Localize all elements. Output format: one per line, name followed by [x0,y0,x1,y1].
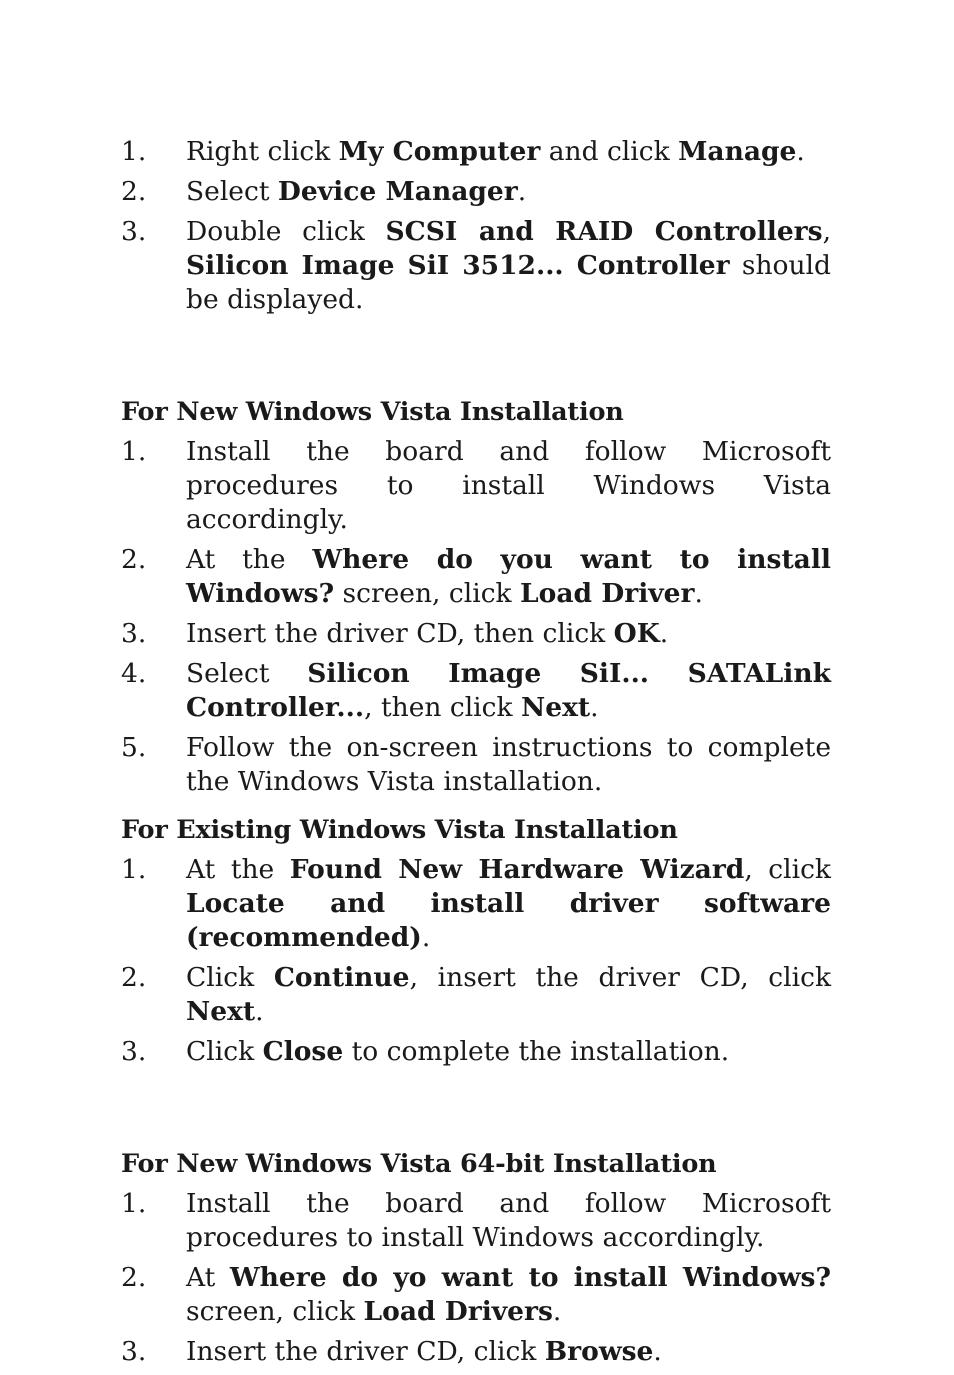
list-item [121,135,831,169]
section-verify-installation [121,135,831,317]
instruction-text: , then click [364,692,521,723]
list-item [121,1335,831,1369]
section-heading: For New Windows Vista 64-bit Installation [121,1149,717,1179]
instruction-text: Insert the driver CD, click [186,1336,545,1367]
ui-label-bold: Silicon Image SiI... SATALink Controller... [186,658,831,723]
instruction-text: , click [744,854,831,885]
list-item [121,617,831,651]
instruction-text: . [653,1336,662,1367]
instruction-text: . [659,618,669,649]
instruction-text: screen, click [186,1296,364,1327]
ui-label-bold: Locate and install driver software (recommended) [186,888,831,953]
list-item-number: 3. [121,1036,147,1067]
instruction-text: , insert the driver CD, click [409,962,832,993]
instruction-text: Follow the on-screen instructions to complete the Windows Vista installation. [186,732,831,797]
instruction-text: . [421,922,431,953]
list-item-number: 2. [121,1262,147,1293]
list-item [121,215,831,317]
ui-label-bold: Found New Hardware Wizard [289,854,745,885]
section-new-vista-64 [121,1147,831,1369]
list-item [121,175,831,209]
instruction-text: . [552,1296,562,1327]
ui-label-bold: SCSI and RAID Controllers [385,216,823,247]
list-item [121,543,831,611]
instruction-text: Select [186,176,278,207]
section-spacer [121,805,831,813]
list-item-number: 5. [121,732,147,763]
list-item-number: 1. [121,436,147,467]
list-item-number: 1. [121,854,147,885]
list-item [121,435,831,537]
list-item-number: 3. [121,216,147,247]
verify-steps-list [121,135,831,317]
list-item [121,657,831,725]
instruction-text: Right click [186,136,339,167]
instruction-text: to complete the installation. [343,1036,730,1067]
instruction-text: . [590,692,599,723]
list-item [121,1035,831,1069]
list-item [121,961,831,1029]
instruction-text: Select [186,658,308,689]
ui-label-bold: Load Driver [520,578,695,609]
section-spacer [121,323,831,395]
instruction-text: . [517,176,527,207]
list-item-number: 4. [121,658,147,689]
list-item [121,731,831,799]
new-vista-steps-list [121,435,831,799]
list-item-number: 2. [121,544,147,575]
ui-label-bold: Where do yo want to install Windows? [229,1262,832,1293]
instruction-text: . [694,578,703,609]
ui-label-bold: Close [262,1036,344,1067]
ui-label-bold: Silicon Image SiI 3512... Controller [186,250,730,281]
existing-vista-steps-list [121,853,831,1069]
section-heading: For New Windows Vista Installation [121,397,624,427]
ui-label-bold: Load Drivers [363,1296,553,1327]
ui-label-bold: Where do you want to install Windows? [186,544,831,609]
instruction-text: Click [186,1036,263,1067]
instruction-text: , [822,216,832,247]
ui-label-bold: Continue [273,962,410,993]
instruction-text: At the [186,854,290,885]
list-item [121,1187,831,1255]
ui-label-bold: Next [186,996,256,1027]
instruction-text: Insert the driver CD, then click [186,618,614,649]
section-spacer [121,1075,831,1147]
instruction-text: Install the board and follow Microsoft procedures to install Windows Vista accordingly. [186,436,831,535]
ui-label-bold: Browse [544,1336,654,1367]
list-item-number: 2. [121,176,147,207]
ui-label-bold: My Computer [338,136,541,167]
section-heading: For Existing Windows Vista Installation [121,815,678,845]
instruction-text: and click [540,136,679,167]
list-item-number: 3. [121,1336,147,1367]
instruction-text: Double click [186,216,386,247]
instruction-text: Install the board and follow Microsoft procedures to install Windows accordingly. [186,1188,831,1253]
ui-label-bold: Device Manager [277,176,518,207]
section-existing-vista [121,813,831,1069]
list-item-number: 1. [121,1188,147,1219]
ui-label-bold: Manage [678,136,797,167]
instruction-text: . [255,996,264,1027]
section-new-vista [121,395,831,799]
instruction-text: At the [186,544,313,575]
instruction-text: . [796,136,805,167]
instruction-text: screen, click [334,578,521,609]
instruction-text: Click [186,962,274,993]
instruction-text: should be displayed. [186,250,831,315]
list-item-number: 3. [121,618,147,649]
new-vista-64-steps-list [121,1187,831,1369]
ui-label-bold: Next [520,692,591,723]
instruction-text: At [186,1262,230,1293]
list-item [121,853,831,955]
ui-label-bold: OK [613,618,660,649]
list-item-number: 1. [121,136,147,167]
document-page [121,135,831,1375]
list-item [121,1261,831,1329]
list-item-number: 2. [121,962,147,993]
